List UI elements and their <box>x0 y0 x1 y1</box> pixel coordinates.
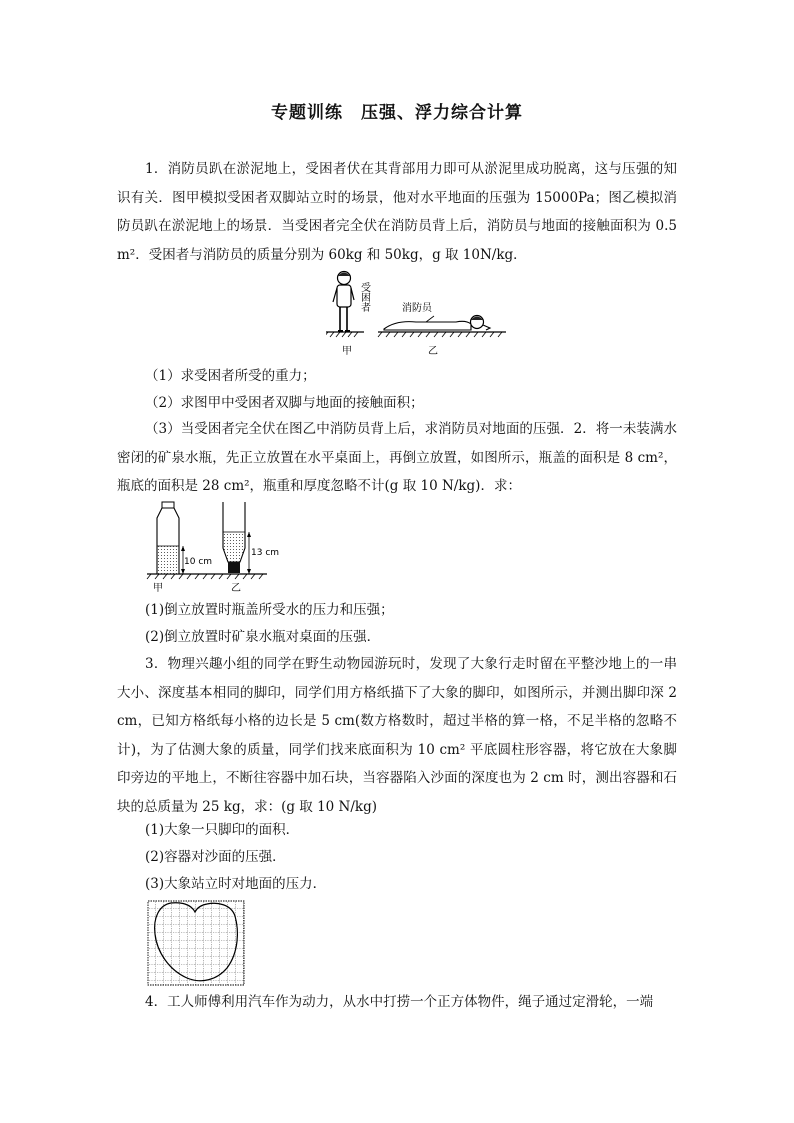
question-3-sub-2: (2)容器对沙面的压强． <box>145 849 286 865</box>
question-1-sub-3: （3）当受困者完全伏在图乙中消防员背上后，求消防员对地面的压强．2．将一未装满水密闭的矿泉水瓶，先正立放置在水平桌面上，再倒立放置，如图所示，瓶盖的面积是 8 cm²，瓶底的面积是 28 cm²，瓶重和厚度忽略不计(g 取 10 N/kg)．求： <box>117 421 677 494</box>
figure-q2-bottle <box>145 500 280 592</box>
bottle-upright <box>157 502 179 574</box>
question-4-text: 4．工人师傅利用汽车作为动力，从水中打捞一个正方体物件，绳子通过定滑轮，一端 <box>145 994 654 1010</box>
figure-label-jia: 甲 <box>342 346 352 357</box>
depth-label-a: 10 cm <box>184 557 213 567</box>
question-2-sub-1: (1)倒立放置时瓶盖所受水的压力和压强； <box>145 602 394 618</box>
question-3-text: 3．物理兴趣小组的同学在野生动物园游玩时，发现了大象行走时留在平整沙地上的一串大小、深度基本相同的脚印，同学们用方格纸描下了大象的脚印，如图所示，并测出脚印深 2 cm，已知方格纸每小格的边长是 5 cm(数方格数时，超过半格的算一格，不足半格的忽略不计)，为了估测大象的质量，同学们找来底面积为 10 cm² 平底圆柱形容器，将它放在大象脚印旁边的平地上，不断往容器中加石块，当容器陷入沙面的深度也为 2 cm 时，测出容器和石块的总质量为 25 kg，求：(g 取 10 N/kg) <box>117 656 677 815</box>
figure-label-yi: 乙 <box>428 346 438 357</box>
question-2-sub-2: (2)倒立放置时矿泉水瓶对桌面的压强． <box>145 629 381 645</box>
figure-q1-firefighter <box>326 268 506 360</box>
figure-q3-footprint-grid <box>147 900 245 986</box>
victim-label: 受困者 <box>358 282 370 312</box>
question-1-sub-2: （2）求图甲中受困者双脚与地面的接触面积； <box>145 395 424 411</box>
question-1-sub-1: （1）求受困者所受的重力； <box>145 368 316 384</box>
page-title: 专题训练 压强、浮力综合计算 <box>271 103 523 123</box>
firefighter-figure <box>384 316 490 331</box>
question-3-sub-1: (1)大象一只脚印的面积． <box>145 822 300 838</box>
figure-label-yi: 乙 <box>231 583 241 592</box>
question-3-sub-3: (3)大象站立时对地面的压力． <box>145 876 327 892</box>
victim-figure <box>333 272 354 332</box>
firefighter-label: 消防员 <box>402 303 432 314</box>
figure-label-jia: 甲 <box>153 583 163 592</box>
bottle-inverted <box>223 502 245 573</box>
depth-label-b: 13 cm <box>251 548 280 558</box>
question-1-text: 1．消防员趴在淤泥地上，受困者伏在其背部用力即可从淤泥里成功脱离，这与压强的知识有关．图甲模拟受困者双脚站立时的场景，他对水平地面的压强为 15000Pa；图乙模拟消防员趴在淤泥地上的场景．当受困者完全伏在消防员背上后，消防员与地面的接触面积为 0.5 m²．受困者与消防员的质量分别为 60kg 和 50kg，g 取 10N/kg． <box>117 161 677 263</box>
